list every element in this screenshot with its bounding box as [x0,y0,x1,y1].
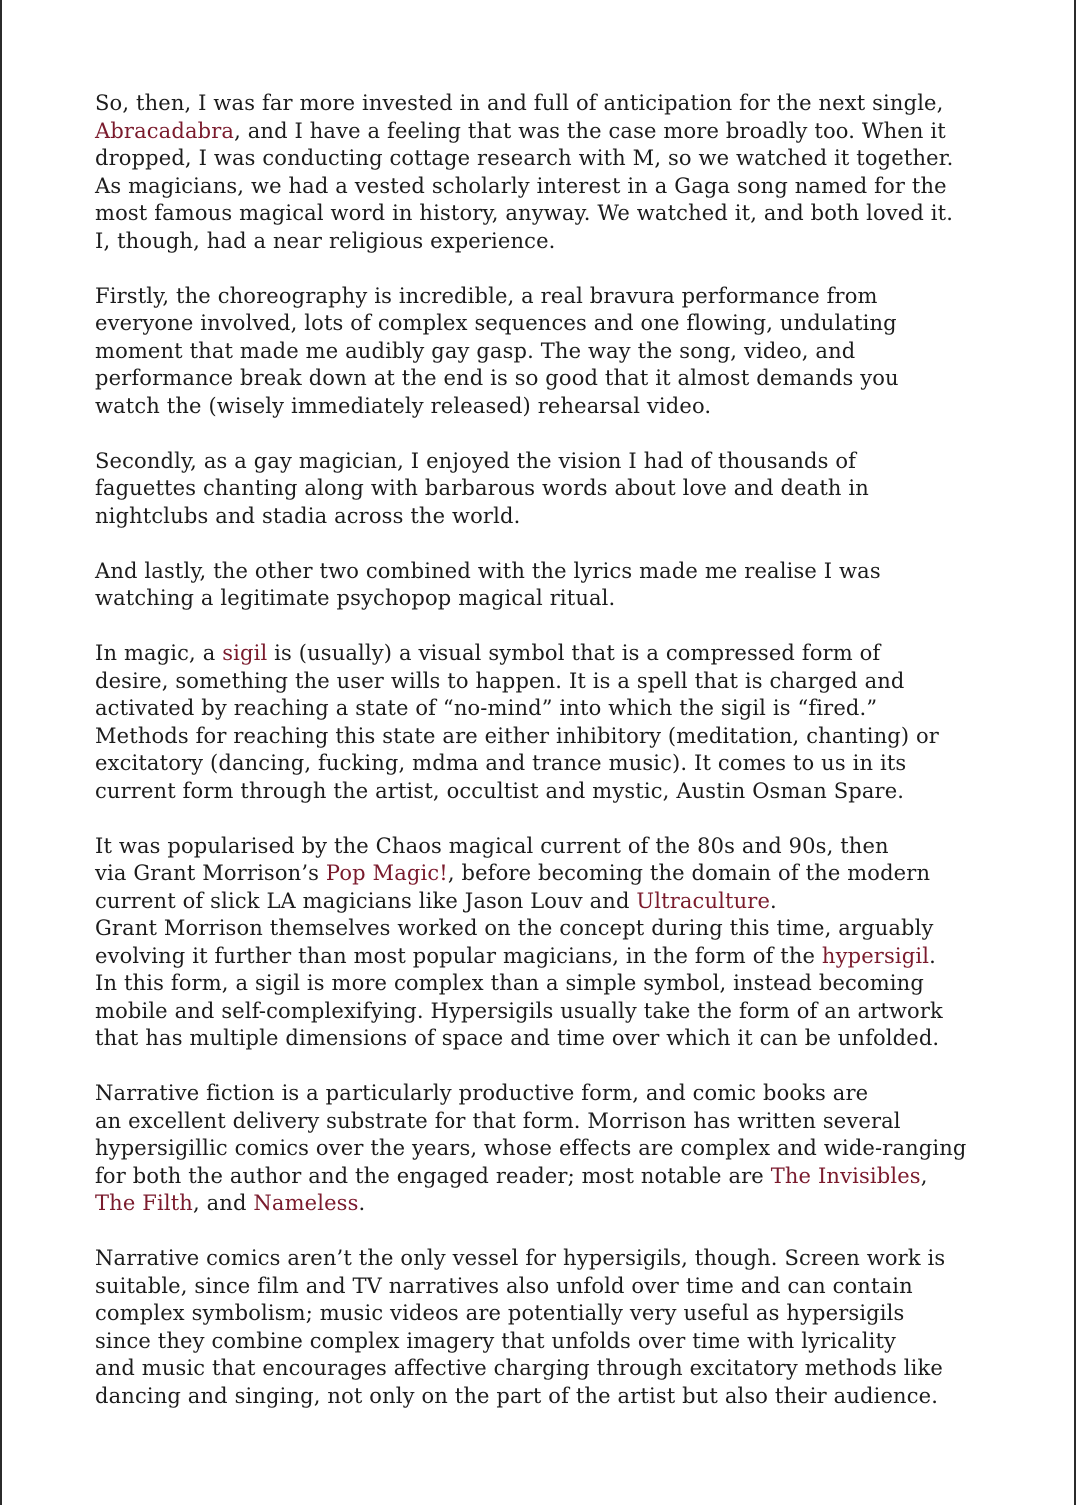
paragraph-music-videos: Narrative comics aren’t the only vessel for hypersigils, though. Screen work is suitable, since film and TV narratives also unfold over time and can contain complex symbolism; music videos are potentially very useful as hypersigils since they combine complex imagery that unfolds over time with lyricality and music that encourages affective charging through excitatory methods like dancing and singing, not only on the part of the artist but also their audience. [95,1246,946,1408]
paragraph-faguettes: Secondly, as a gay magician, I enjoyed the vision I had of thousands of faguettes chanting along with barbarous words about love and death in nightclubs and stadia across the world. [95,448,869,528]
paragraph-text: , and I have a feeling that was the case more broadly too. When it dropped, I was conducting cottage research with M, so we watched it together. As magicians, we had a vested scholarly interest in a Gaga song named for the most famous magical word in history, anyway. We watched it, and both loved it. I, though, had a near religious experience. [95,118,954,253]
link-hypersigil[interactable]: hypersigil [821,943,930,968]
paragraph-text: , [920,1163,928,1188]
link-nameless[interactable]: Nameless [253,1191,359,1215]
link-ultraculture[interactable]: Ultraculture [636,888,771,913]
paragraph-text: , and [192,1191,254,1215]
link-pop-magic[interactable]: Pop Magic! [325,861,448,885]
paragraph-text: . Grant Morrison themselves worked on the concept during this time, arguably evolving it further than most popular magicians, in the form of the [95,888,934,968]
paragraph-sigil [95,640,995,805]
paragraph-choreography: Firstly, the choreography is incredible, a real bravura performance from everyone involved, lots of complex sequences and one flowing, undulating moment that made me audibly gay gasp. The way the song, video, and performance break down at the end is so good that it almost demands you watch the (wisely immediately released) rehearsal video. [95,283,899,418]
paragraph-text: Narrative fiction is a particularly productive form, and comic books are an excellent delivery substrate for that form. Morrison has written several hypersigillic comics over the years, whose effects are complex and wide-ranging for both the author and the engaged reader; most notable are [95,1081,967,1188]
paragraph-text: In magic, a [95,641,223,665]
paragraph-ritual: And lastly, the other two combined with the lyrics made me realise I was watching a legitimate psychopop magical ritual. [95,558,881,610]
link-abracadabra[interactable]: Abracadabra [95,118,235,143]
link-the-filth[interactable]: The Filth [95,1191,193,1215]
paragraph-text: So, then, I was far more invested in and full of anticipation for the next single, [95,91,944,115]
link-sigil[interactable]: sigil [222,641,268,665]
paragraph-text: is (usually) a visual symbol that is a compressed form of desire, something the user wills to happen. It is a spell that is charged and activated by reaching a state of “no-mind” into which the sigil is “fired.” Methods for reaching this state are either inhibitory (meditation, chanting) or excitatory (dancing, fucking, mdma and trance music). It comes to us in its current form through the artist, occultist and mystic, Austin Osman Spare. [95,641,939,803]
paragraph-text: . [358,1191,366,1215]
article-body [95,90,995,1438]
paragraph-text: , before becoming the domain of the modern current of slick LA magicians like Jason Louv and [95,861,931,913]
link-the-invisibles[interactable]: The Invisibles [770,1163,921,1188]
paragraph-comics [95,1080,995,1218]
paragraph-abracadabra [95,90,995,255]
paragraph-hypersigil [95,833,995,1053]
paragraph-text: . In this form, a sigil is more complex than a simple symbol, instead becoming mobile and self-complexifying. Hypersigils usually take the form of an artwork that has multiple dimensions of space and time over which it can be unfolded. [95,943,943,1050]
page-border-left [0,0,2,1505]
paragraph-text: It was popularised by the Chaos magical current of the 80s and 90s, then via Grant Morrison’s [95,833,889,885]
